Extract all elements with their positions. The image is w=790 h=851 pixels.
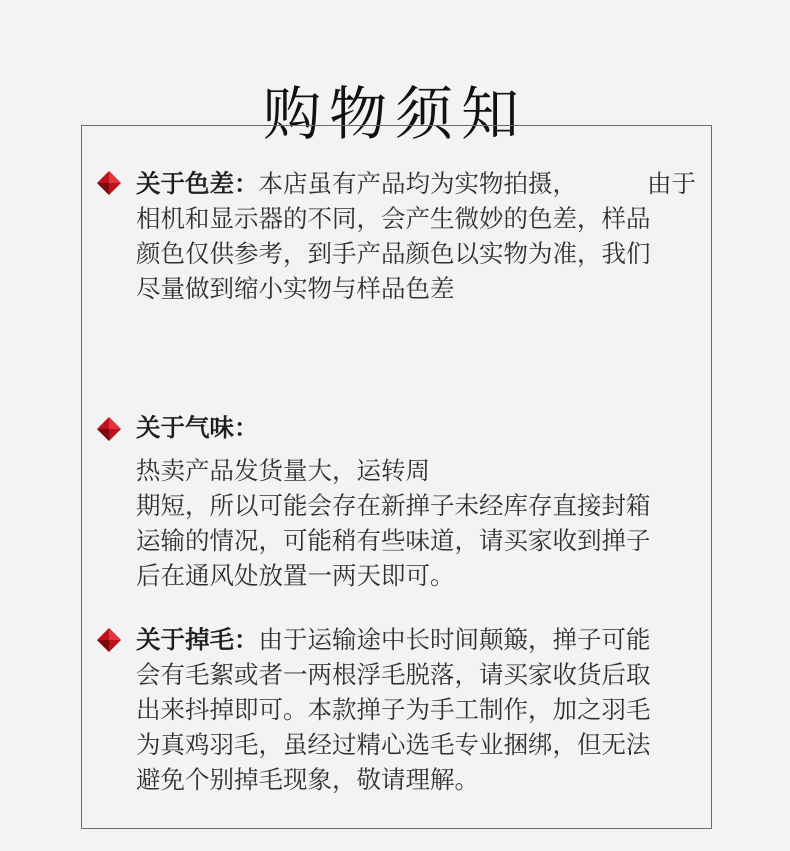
text-line: 热卖产品发货量大，运转周 — [136, 456, 430, 485]
text-line: 本店虽有产品均为实物拍摄， — [258, 169, 577, 198]
diamond-bullet-icon — [97, 417, 121, 441]
section-text — [136, 166, 696, 306]
section-heading: 关于掉毛： — [136, 625, 259, 654]
section-text — [136, 410, 696, 593]
text-line: 颜色仅供参考，到手产品颜色以实物为准，我们 — [136, 239, 651, 268]
text-line: 后在通风处放置一两天即可。 — [136, 561, 455, 590]
text-line: 由于运输途中长时间颠簸，掸子可能 — [258, 625, 651, 654]
notice-box — [81, 125, 712, 829]
section-heading: 关于气味： — [136, 413, 259, 442]
text-line: 由于 — [647, 169, 696, 198]
text-line: 尽量做到缩小实物与样品色差 — [136, 274, 455, 303]
text-line: 为真鸡羽毛，虽经过精心选毛专业捆绑，但无法 — [136, 730, 651, 759]
page-title: 购物须知 — [262, 79, 527, 148]
text-line: 运输的情况，可能稍有些味道，请买家收到掸子 — [136, 526, 651, 555]
text-line: 期短，所以可能会存在新掸子未经库存直接封箱 — [136, 491, 651, 520]
section-heading: 关于色差： — [136, 169, 259, 198]
text-line: 避免个别掉毛现象，敬请理解。 — [136, 765, 479, 794]
text-line: 会有毛絮或者一两根浮毛脱落，请买家收货后取 — [136, 660, 651, 689]
text-line: 出来抖掉即可。本款掸子为手工制作，加之羽毛 — [136, 695, 651, 724]
diamond-bullet-icon — [97, 171, 121, 195]
diamond-bullet-icon — [97, 628, 121, 652]
text-line: 相机和显示器的不同，会产生微妙的色差，样品 — [136, 204, 651, 233]
section-text — [136, 622, 696, 797]
